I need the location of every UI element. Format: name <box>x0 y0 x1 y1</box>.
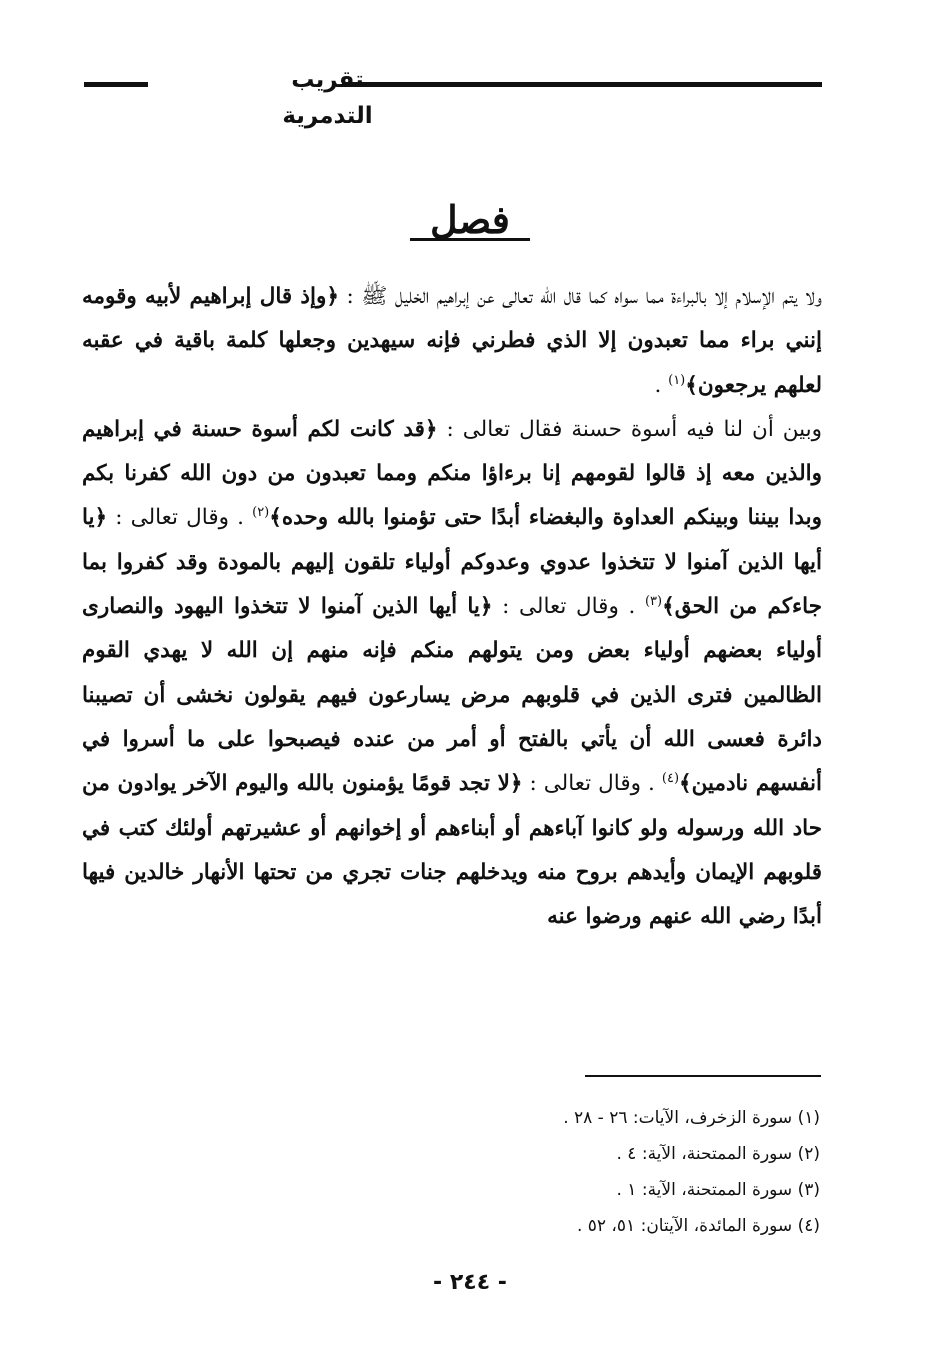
main-text <box>82 275 822 939</box>
running-header <box>80 62 822 129</box>
paragraph-2-mid-3: . وقال تعالى : <box>522 771 662 797</box>
quran-quote-4: ﴿يا أيها الذين آمنوا لا تتخذوا اليهود والنصارى أولياء بعضهم أولياء بعض ومن يتولهم منكم فإنه منهم إن الله لا يهدي القوم الظالمين فترى الذين في قلوبهم مرض يسارعون فيهم يقولون نخشى أن تصيبنا دائرة فعسى الله أن يأتي بالفتح أو أمر من عنده فيصبحوا على ما أسروا في أنفسهم نادمين﴾ <box>82 594 822 797</box>
footnotes <box>380 1100 820 1244</box>
section-heading <box>370 190 570 241</box>
paragraph-2 <box>82 408 822 940</box>
footnote-ref-2: (٢) <box>252 505 270 521</box>
paragraph-1-end: . <box>654 372 669 398</box>
footnote-ref-4: (٤) <box>661 771 680 787</box>
footnote-3: (٣) سورة الممتحنة، الآية: ١ . <box>616 1180 820 1200</box>
footnote-separator <box>585 1075 821 1077</box>
quran-quote-1: ﴿وإذ قال إبراهيم لأبيه وقومه إنني براء مما تعبدون إلا الذي فطرني فإنه سيهدين وجعلها كلمة باقية في عقبه لعلهم يرجعون﴾ <box>82 284 822 398</box>
footnote-ref-1: (١) <box>668 372 686 388</box>
footnote-2: (٢) سورة الممتحنة، الآية: ٤ . <box>616 1144 820 1164</box>
quran-quote-2: ﴿قد كانت لكم أسوة حسنة في إبراهيم والذين معه إذ قالوا لقومهم إنا برءاؤا منكم ومما تعبدون من دون الله كفرنا بكم وبدا بيننا وبينكم العداوة والبغضاء أبدًا حتى تؤمنوا بالله وحده﴾ <box>82 416 822 531</box>
footnote-ref-3: (٣) <box>644 593 663 609</box>
paragraph-2-mid: . وقال تعالى : <box>107 505 253 531</box>
footnote-1: (١) سورة الزخرف، الآيات: ٢٦ - ٢٨ . <box>563 1108 820 1128</box>
running-header-title: تقريب التدمرية <box>282 67 373 129</box>
header-rule-long <box>342 82 822 87</box>
paragraph-1 <box>82 275 822 408</box>
quran-quote-3: ﴿يا أيها الذين آمنوا لا تتخذوا عدوي وعدوكم أولياء تلقون إليهم بالمودة وقد كفروا بما جاءكم من الحق﴾ <box>82 505 823 620</box>
page-number: - ٢٤٤ - <box>433 1270 507 1295</box>
section-heading-text: فصل <box>430 197 510 242</box>
header-rule-short <box>84 82 148 87</box>
footnote-4: (٤) سورة المائدة، الآيتان: ٥١، ٥٢ . <box>576 1216 820 1236</box>
paragraph-2-text: وبين أن لنا فيه أسوة حسنة فقال تعالى : <box>437 416 822 442</box>
quran-quote-5: ﴿لا تجد قومًا يؤمنون بالله واليوم الآخر يوادون من حاد الله ورسوله ولو كانوا آباءهم أو أبناءهم أو إخوانهم أو عشيرتهم أولئك كتب في قلوبهم الإيمان وأيدهم بروح منه ويدخلهم جنات تجري من تحتها الأنهار خالدين فيها أبدًا رضي الله عنهم ورضوا عنه <box>82 771 822 930</box>
paragraph-2-mid-2: . وقال تعالى : <box>492 594 645 620</box>
paragraph-1-text: ولا يتم الإسلام إلا بالبراءة مما سواه كما قال الله تعالى عن إبراهيم الخليل ﷺ : <box>338 284 822 309</box>
